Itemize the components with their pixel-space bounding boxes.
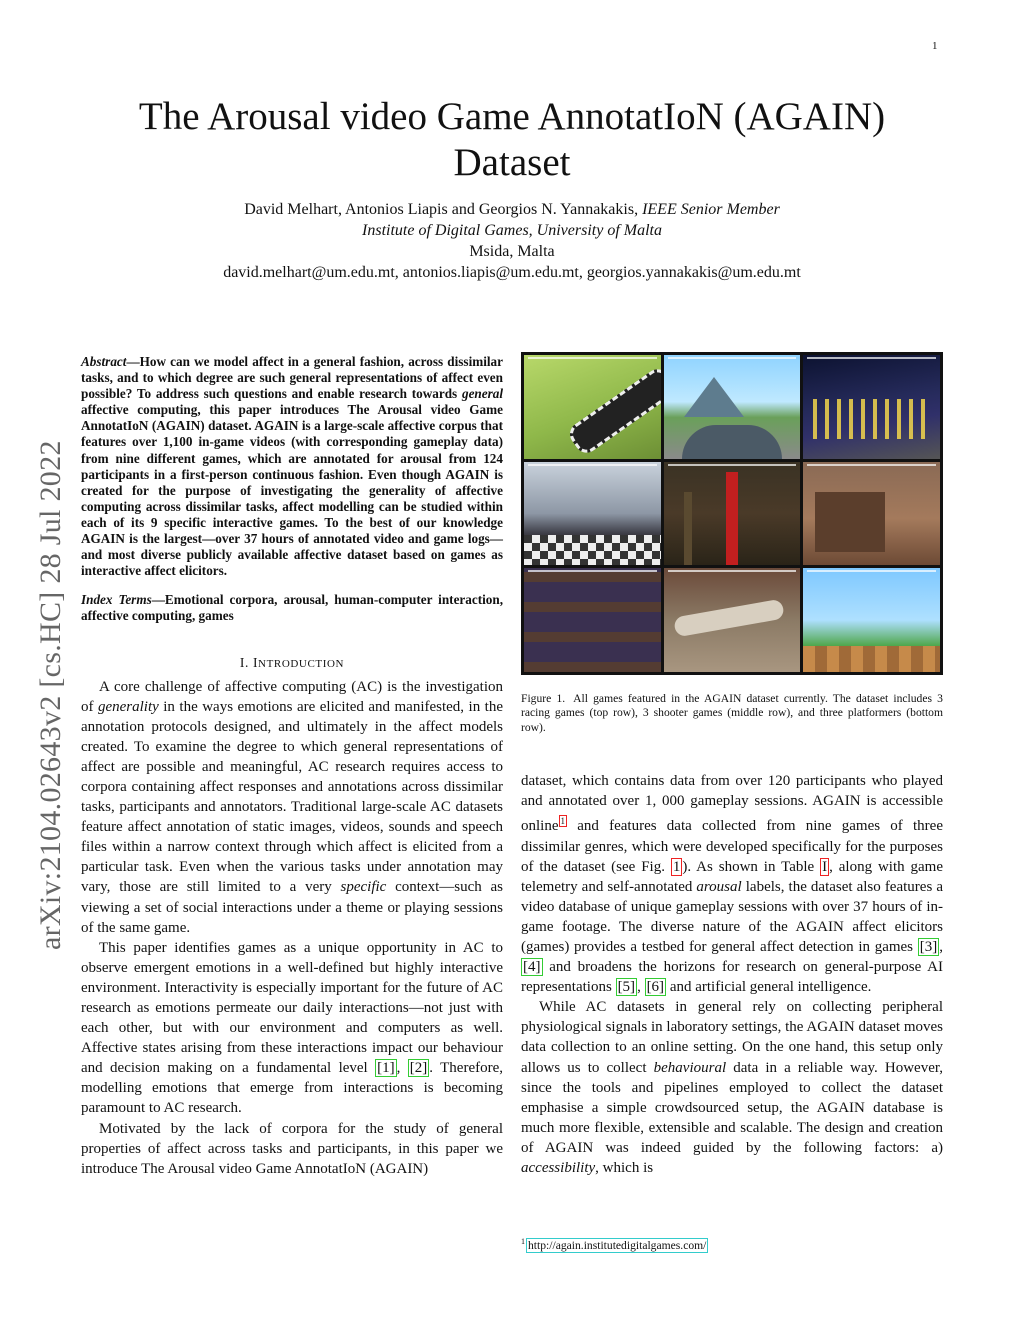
platformer-game-3-screenshot [803,568,940,672]
intro-p1-a: A core challenge of affective computing (AC) is the investigation of [81,678,503,715]
author-emails: david.melhart@um.edu.mt, antonios.liapis@um.edu.mt, georgios.yannakakis@um.edu.mt [223,264,801,281]
right-p1-sep1: , [939,938,943,955]
citation-link-3[interactable]: [3] [919,938,938,955]
intro-p1-c: context—such as viewing a set of social interactions under a theme or playing sessions of the same game. [81,879,503,936]
right-p1-b: and features data collected from nine games of three dissimilar genres, which were developed specifically for the purposes of the dataset (see Fig. [521,818,943,875]
right-p1-emph: arousal [696,878,742,895]
footnote-url-link[interactable]: http://again.institutedigitalgames.com/ [528,1238,707,1252]
arxiv-identifier: arXiv:2104.02643v2 [cs.HC] 28 Jul 2022 [34,440,67,950]
figure-1-game-grid [521,352,943,675]
platformer-game-1-screenshot [524,568,661,672]
intro-paragraph-3: Motivated by the lack of corpora for the study of general properties of affect across tasks and participants, in this paper we introduce The Arousal video Game AnnotatIoN (AGAIN) [81,1120,503,1177]
abstract [81,354,503,579]
abstract-label: Abstract [81,354,127,369]
author-member: IEEE Senior Member [642,201,780,218]
section-number: I. [239,654,253,670]
page-number: 1 [932,40,938,52]
citation-link-4[interactable]: [4] [523,959,541,976]
index-terms-label: Index Terms [81,592,152,608]
author-names: David Melhart, Antonios Liapis and Georgios N. Yannakakis, [244,201,643,218]
right-p2-c: , which is [595,1160,654,1176]
racing-game-2-screenshot [664,355,801,459]
index-terms [81,592,503,624]
shooter-game-1-screenshot [524,462,661,566]
citation-link-1[interactable]: [1] [377,1060,395,1077]
right-p1-d: , along with game telemetry and self-annotated [521,858,944,895]
intro-p1-emph-generality: generality [97,698,159,715]
intro-p1-b: in the ways emotions are elicited and manifested, in the annotation protocols designed, and ultimately in the affect models created. To examine the degree to which general representations of affect are possible and meaningful, AC research requires access to corpora containing affect responses and annotations across dissimilar tasks, participants and annotators. Traditional large-scale AC datasets feature affect annotation of static images, videos, sounds and speech files within a narrow context through which affect is elicited from a particular task. Even when the various tasks under annotation may vary, those are still limited to a very [81,698,503,896]
paper-title [60,94,964,186]
platformer-game-2-screenshot [664,568,801,672]
right-p2-emph-accessibility: accessibility [521,1160,596,1176]
intro-paragraph-1 [81,677,503,938]
right-p1-sep2: , [637,979,645,996]
right-p1-e: labels, the dataset also features a video database of unique gameplay sessions with over 37 hours of in-game footage. The diverse nature of the AGAIN affect elicitors (games) provides a testbed for general affect detection in games [521,878,943,955]
abstract-text-b: affective computing, this paper introduces The Arousal video Game AnnotatIoN (AGAIN) dataset. AGAIN is a large-scale affective corpus that features over 1,100 in-game videos (with corresponding gameplay data) from nine different games, which are annotated for arousal from 124 participants in a first-person continuous fashion. Even though AGAIN is created for the purpose of investigating the generality of affective computing across dissimilar tasks, affect modelling can be studied within each of its 9 specific interactive games. To the best of our knowledge AGAIN is the largest—over 37 hours of annotated video and game logs—and most diverse publicly available affective dataset based on games as interactive affect elicitors. [81,402,503,579]
section-title-first: I [252,654,259,670]
intro-p1-emph-specific: specific [340,879,387,896]
right-p2-a: While AC datasets in general rely on collecting peripheral physiological signals in laboratory settings, the AGAIN dataset moves data collection to an online setting. On the one hand, this setup only allows us to collect [521,999,944,1076]
figure-label: Figure 1. [521,692,566,705]
right-body [521,771,943,1178]
figure-caption-text: All games featured in the AGAIN dataset currently. The dataset includes 3 racing games (top row), 3 shooter games (middle row), and three platformers (bottom row). [521,692,943,734]
section-heading [81,655,503,671]
right-paragraph-1 [521,771,943,997]
table-ref-link[interactable]: I [822,858,828,875]
abstract-emph: general [461,386,503,402]
shooter-game-3-screenshot [803,462,940,566]
author-location: Msida, Malta [469,243,555,260]
right-paragraph-2 [521,997,943,1178]
right-p1-f: and broadens the horizons for research on general-purpose AI representations [521,959,943,996]
author-names-line [60,199,964,220]
right-p1-g: and artificial general intelligence. [666,979,872,996]
title-line-1: The Arousal video Game AnnotatIoN (AGAIN) [138,95,886,138]
right-p1-a: dataset, which contains data from over 120 participants who played and annotated over 1, 000 gameplay sessions. AGAIN is accessible online [521,773,943,835]
racing-game-3-screenshot [803,355,940,459]
section-title-rest: NTRODUCTION [258,657,345,670]
title-line-2: Dataset [453,141,571,184]
figure-ref-link[interactable]: 1 [672,858,681,875]
figure-1-caption [521,692,943,735]
intro-p2-b: . Therefore, modelling emotions that emerge from interactions is becoming paramount to AC research. [81,1060,504,1117]
intro-p2-sep: , [396,1060,408,1077]
left-column [81,354,503,1179]
footnote-mark: 1 [521,1237,525,1246]
right-p2-b: data in a reliable way. However, since the tools and pipelines employed to collect the dataset emphasise a simple crowdsourced setup, the AGAIN database is much more flexible, extensible and scalable. The design and creation of AGAIN was indeed guided by the following factors: a) [521,1059,943,1156]
right-p1-c: ). As shown in Table [682,858,821,875]
right-p2-emph-behavioural: behavioural [653,1059,727,1076]
footnote-link[interactable]: 1 [560,816,565,827]
citation-link-2[interactable]: [2] [409,1060,428,1077]
intro-paragraph-2 [81,938,503,1119]
citation-link-6[interactable]: [6] [646,979,665,996]
author-block [60,199,964,283]
index-terms-text: —Emotional corpora, arousal, human-computer interaction, affective computing, games [81,592,503,624]
intro-p2-a: This paper identifies games as a unique opportunity in AC to observe emergent emotions in a well-defined but highly interactive environment. Interactivity is especially important for the future of AC research as emotions permeate our daily interactions—not just with each other, but with our environment and computers as well. Affective states arising from these interactions impact our behaviour and decision making on a fundamental level [81,939,503,1077]
author-institution: Institute of Digital Games, University of Malta [362,222,662,239]
citation-link-5[interactable]: [5] [617,979,636,996]
racing-game-1-screenshot [524,355,661,459]
shooter-game-2-screenshot [664,462,801,566]
right-column [521,352,943,1178]
footnote [521,1235,943,1253]
abstract-text-a: —How can we model affect in a general fashion, across dissimilar tasks, and to which degree are such general representations of affect even possible? To address such questions and enable research towards [81,354,503,402]
